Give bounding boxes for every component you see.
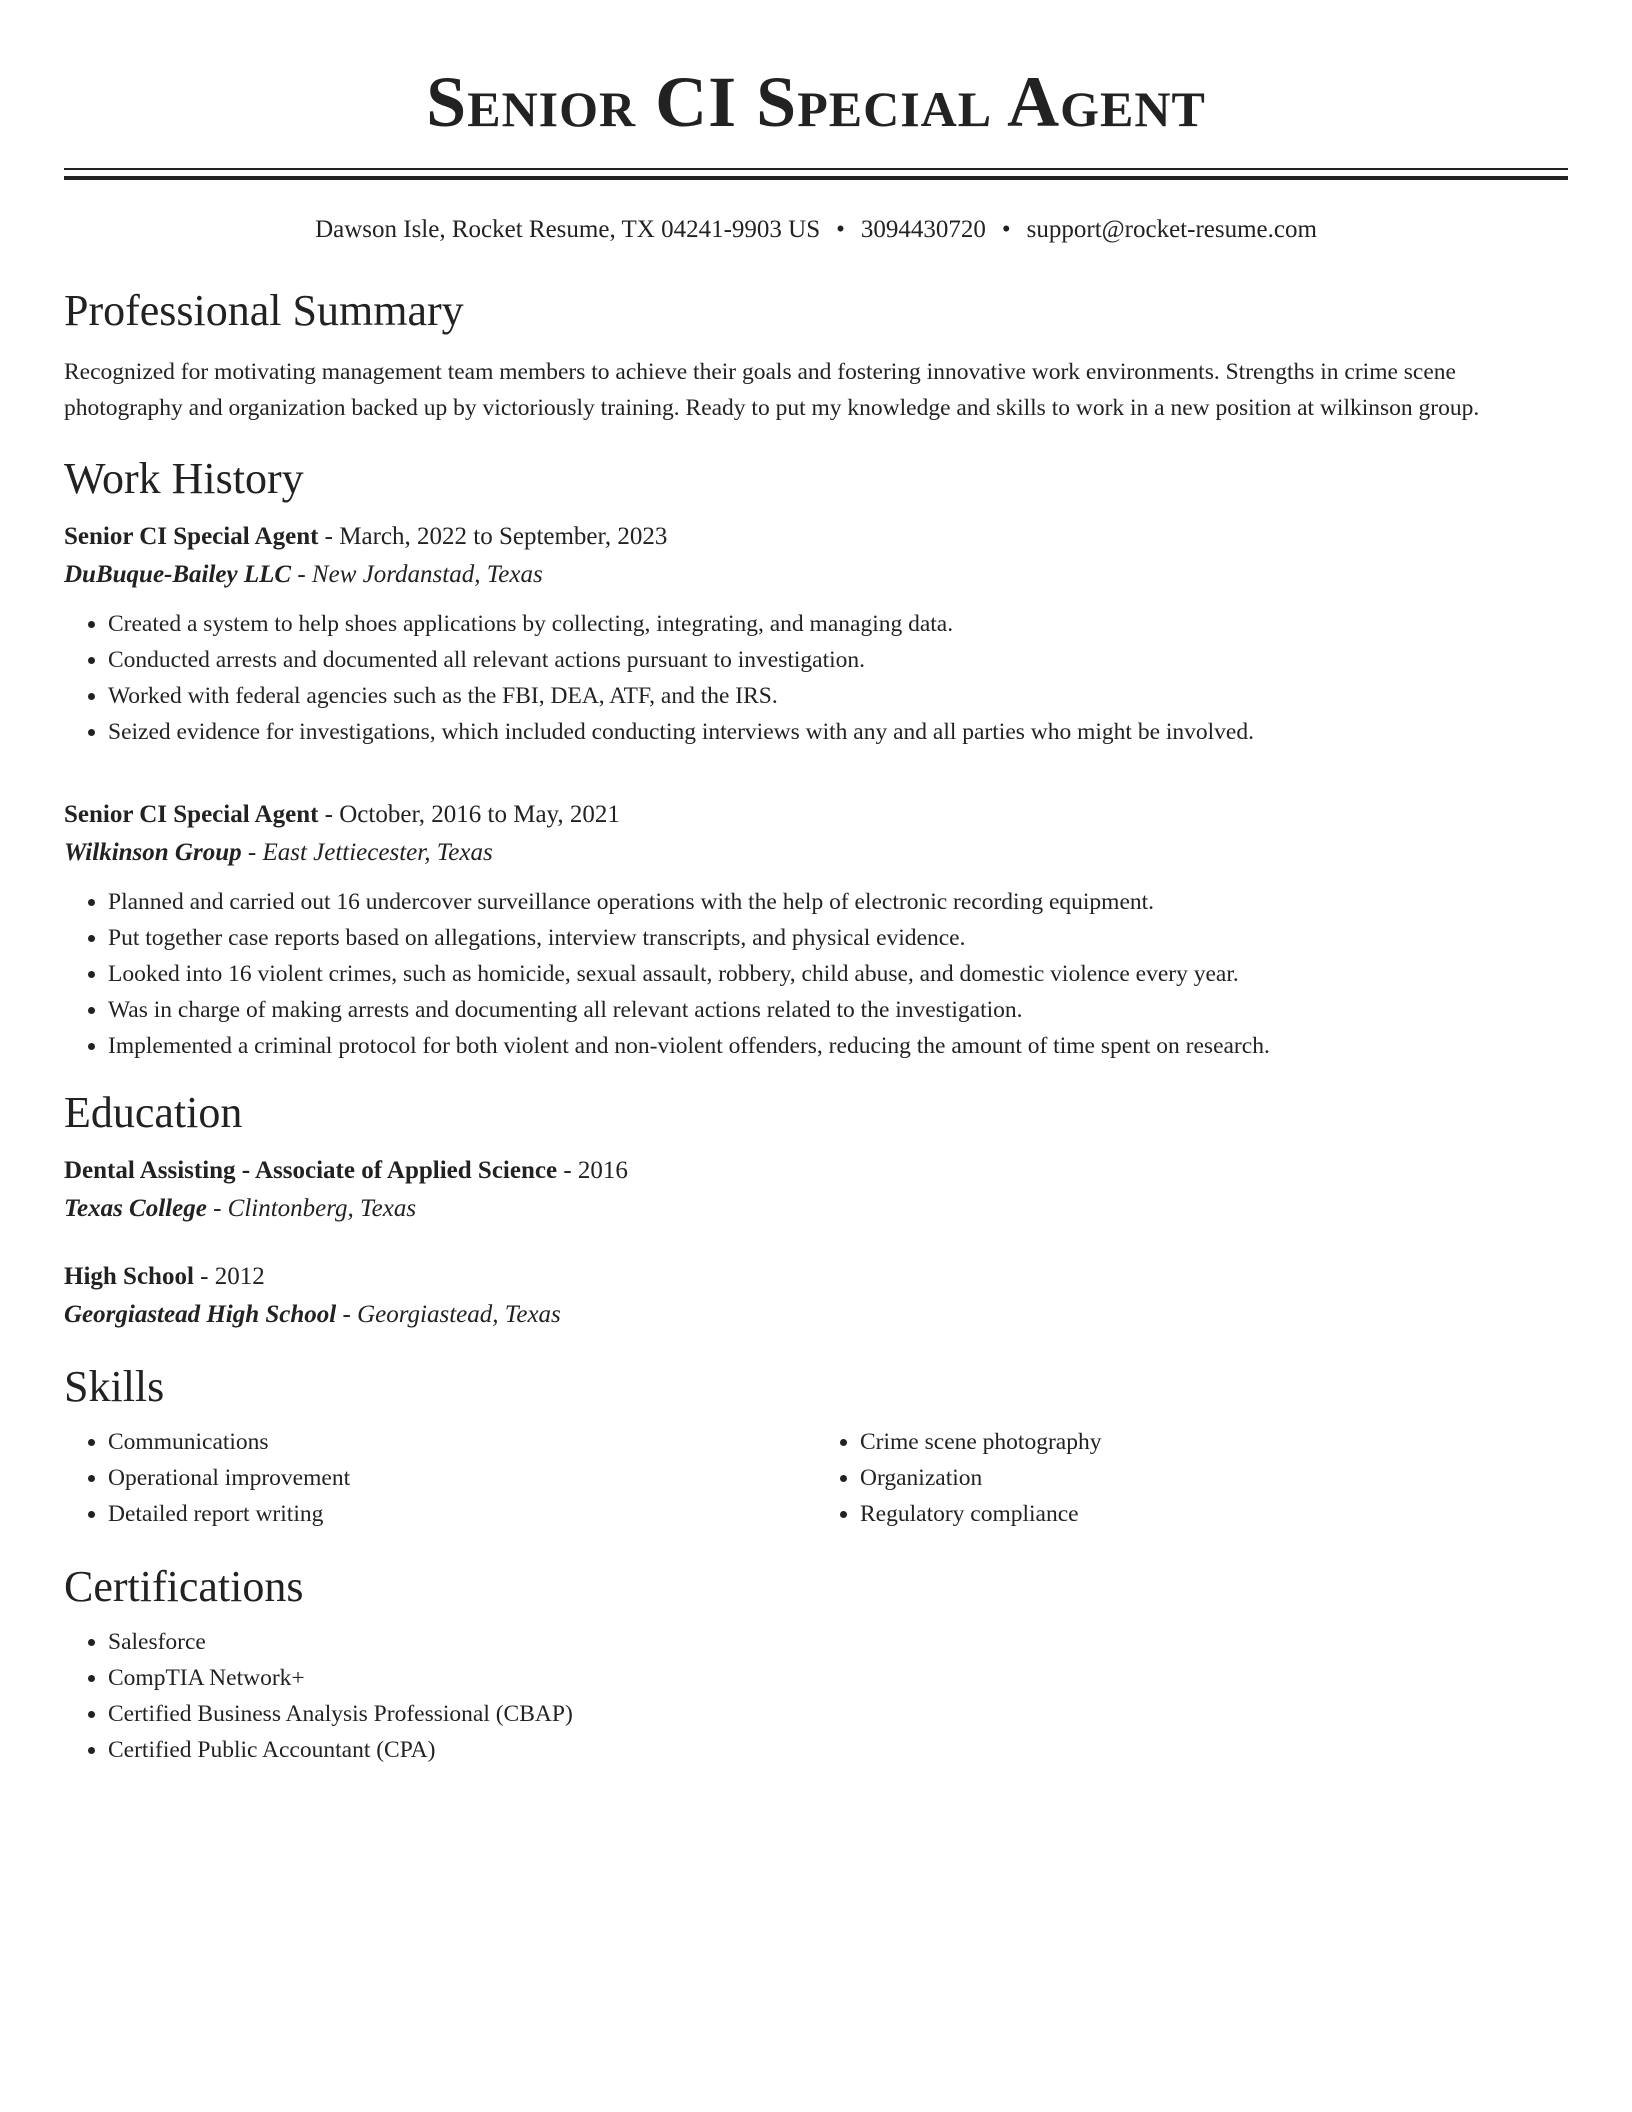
list-item: • Planned and carried out 16 undercover surveillance operations with the help of electronic recording equipment.	[108, 884, 1568, 920]
job-entry	[64, 796, 1568, 1064]
job-entry	[64, 518, 1568, 750]
job-bullets	[64, 884, 1568, 1064]
summary-text: Recognized for motivating management team members to achieve their goals and fostering innovative work environments. Strengths in crime scene photography and organization backed up by victoriously training. Ready to put my knowledge and skills to work in a new position at wilkinson group.	[64, 359, 1480, 421]
job-company: Wilkinson Group	[64, 839, 242, 866]
title-divider-thin	[64, 168, 1568, 170]
contact-line	[64, 214, 1568, 246]
skills-list	[64, 1424, 816, 1532]
certifications-list	[64, 1624, 1568, 1768]
skills-column-right	[816, 1424, 1568, 1532]
job-dates: March, 2022 to September, 2023	[339, 523, 668, 550]
list-item: • Crime scene photography	[860, 1424, 1568, 1460]
skills-column-left	[64, 1424, 816, 1532]
list-item: • Operational improvement	[108, 1460, 816, 1496]
list-item: • Seized evidence for investigations, which included conducting interviews with any and all parties who might be involved.	[108, 714, 1568, 750]
degree-line: Dental Assisting - Associate of Applied Science - 2016	[64, 1157, 628, 1184]
skills-list	[816, 1424, 1568, 1532]
contact-address: Dawson Isle, Rocket Resume, TX 04241-9903 US	[315, 216, 821, 243]
list-item: • Certified Public Accountant (CPA)	[108, 1732, 1568, 1768]
list-item: • Created a system to help shoes applications by collecting, integrating, and managing data.	[108, 606, 1568, 642]
certifications-heading: Certifications	[64, 1562, 304, 1611]
list-item: • Implemented a criminal protocol for both violent and non-violent offenders, reducing the amount of time spent on research.	[108, 1028, 1568, 1064]
job-title-line: Senior CI Special Agent - October, 2016 to May, 2021	[64, 801, 620, 828]
list-item: • Was in charge of making arrests and documenting all relevant actions related to the investigation.	[108, 992, 1568, 1028]
resume-title: Senior CI Special Agent	[426, 62, 1206, 142]
list-item: • Looked into 16 violent crimes, such as homicide, sexual assault, robbery, child abuse, and domestic violence every year.	[108, 956, 1568, 992]
list-item: • Regulatory compliance	[860, 1496, 1568, 1532]
degree-year: 2016	[577, 1157, 628, 1184]
degree-year: 2012	[214, 1263, 265, 1290]
list-item: • Organization	[860, 1460, 1568, 1496]
job-title: Senior CI Special Agent	[64, 801, 319, 828]
list-item: • Worked with federal agencies such as the FBI, DEA, ATF, and the IRS.	[108, 678, 1568, 714]
contact-email: support@rocket-resume.com	[1026, 216, 1317, 243]
degree-name: Dental Assisting - Associate of Applied Science	[64, 1157, 558, 1184]
school-line: Texas College - Clintonberg, Texas	[64, 1195, 417, 1222]
list-item: • Put together case reports based on allegations, interview transcripts, and physical evidence.	[108, 920, 1568, 956]
job-company-line: Wilkinson Group - East Jettiecester, Texas	[64, 839, 493, 866]
school-name: Texas College	[64, 1195, 207, 1222]
education-heading: Education	[64, 1088, 243, 1137]
summary-heading: Professional Summary	[64, 286, 464, 335]
work-history-heading: Work History	[64, 454, 304, 503]
title-divider-thick	[64, 176, 1568, 180]
list-item: • CompTIA Network+	[108, 1660, 1568, 1696]
school-location: Georgiastead, Texas	[357, 1301, 561, 1328]
school-name: Georgiastead High School	[64, 1301, 337, 1328]
list-item: • Detailed report writing	[108, 1496, 816, 1532]
job-title: Senior CI Special Agent	[64, 523, 319, 550]
list-item: • Conducted arrests and documented all relevant actions pursuant to investigation.	[108, 642, 1568, 678]
job-title-line: Senior CI Special Agent - March, 2022 to September, 2023	[64, 523, 668, 550]
school-line: Georgiastead High School - Georgiastead, Texas	[64, 1301, 561, 1328]
degree-line: High School - 2012	[64, 1263, 265, 1290]
job-dates: October, 2016 to May, 2021	[339, 801, 620, 828]
resume-page	[64, 0, 1568, 1768]
contact-separator: •	[1001, 216, 1011, 243]
list-item: • Salesforce	[108, 1624, 1568, 1660]
job-company-line: DuBuque-Bailey LLC - New Jordanstad, Texas	[64, 561, 543, 588]
job-bullets	[64, 606, 1568, 750]
list-item: • Communications	[108, 1424, 816, 1460]
job-company: DuBuque-Bailey LLC	[64, 561, 292, 588]
degree-name: High School	[64, 1263, 194, 1290]
contact-separator: •	[836, 216, 845, 243]
school-location: Clintonberg, Texas	[227, 1195, 417, 1222]
contact-phone: 3094430720	[860, 216, 986, 243]
skills-grid	[64, 1424, 1568, 1532]
education-entry	[64, 1258, 1568, 1334]
skills-heading: Skills	[64, 1362, 165, 1411]
job-location: New Jordanstad, Texas	[311, 561, 543, 588]
job-location: East Jettiecester, Texas	[262, 839, 493, 866]
list-item: • Certified Business Analysis Professional (CBAP)	[108, 1696, 1568, 1732]
education-entry	[64, 1152, 1568, 1228]
